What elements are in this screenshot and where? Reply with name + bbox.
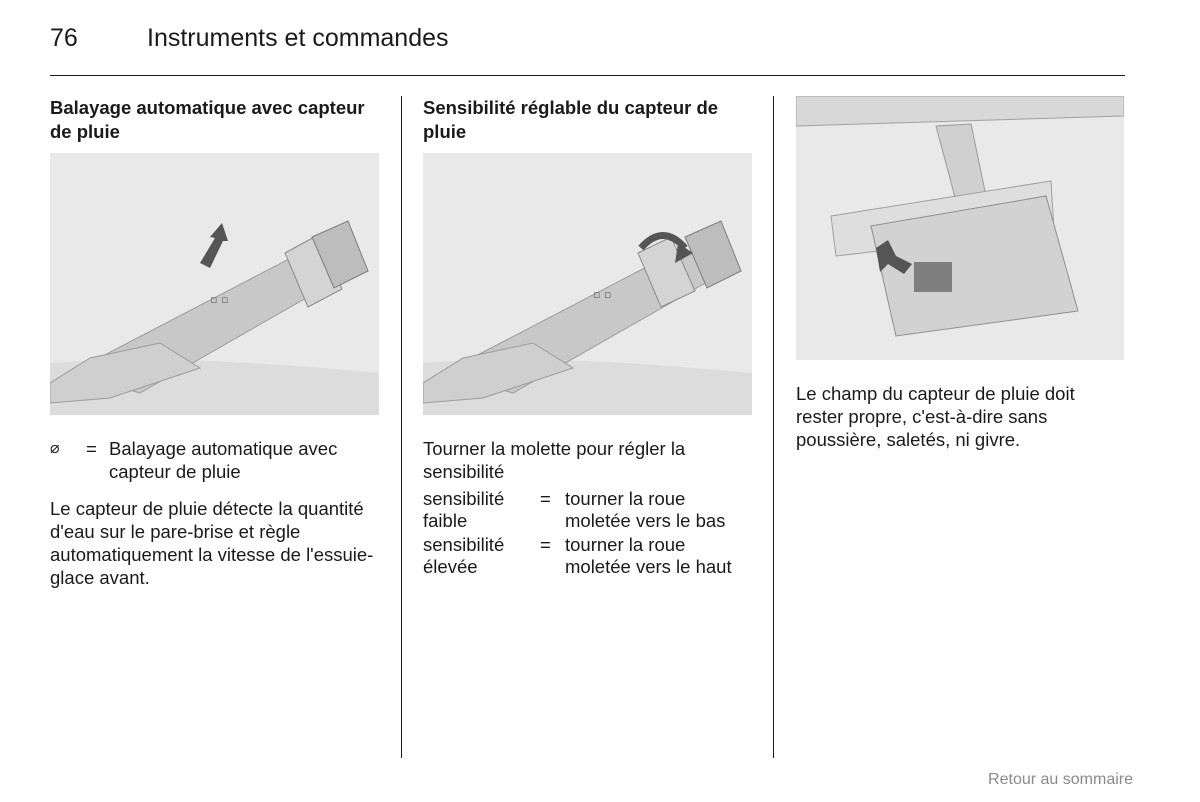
section-heading-automatic-wiping: Balayage automatique avec capteur de pluie [50, 97, 365, 142]
figure-wiper-stalk-wheel [423, 153, 752, 415]
section-heading-adjustable-sensitivity: Sensibilité réglable du capteur de pluie [423, 97, 719, 142]
definition-description: tourner la roue moletée vers le bas [565, 488, 726, 531]
column-1 [50, 96, 380, 144]
column-2 [423, 96, 753, 144]
column-divider-2 [773, 96, 774, 758]
wiper-rain-sensor-icon: ⌀ [50, 440, 60, 457]
wiper-stalk-illustration [50, 153, 379, 415]
svg-text:▫ ▫: ▫ ▫ [210, 293, 229, 306]
back-to-contents-link[interactable]: Retour au sommaire [988, 771, 1133, 788]
legend-description-line1: Balayage automatique avec [109, 438, 338, 459]
definition-description: tourner la roue moletée vers le haut [565, 534, 732, 577]
definition-row [423, 534, 758, 580]
definition-equals: = [540, 534, 551, 555]
figure-wiper-stalk-up [50, 153, 379, 415]
legend-equals: = [86, 438, 97, 459]
thumbwheel-illustration [423, 153, 752, 415]
definition-term: sensibilité faible [423, 488, 505, 531]
sensitivity-intro: Tourner la molette pour régler la sensibilité [423, 438, 686, 482]
definition-row [423, 488, 758, 534]
header-rule [50, 75, 1125, 76]
sensor-field-paragraph: Le champ du capteur de pluie doit rester propre, c'est-à-dire sans poussière, saletés, ni givre. [796, 383, 1075, 450]
rain-sensor-illustration [796, 96, 1124, 360]
legend-description-line2: capteur de pluie [109, 461, 241, 482]
svg-text:▫ ▫: ▫ ▫ [593, 288, 612, 301]
page-number: 76 [50, 24, 78, 52]
definition-equals: = [540, 488, 551, 509]
column-divider-1 [401, 96, 402, 758]
definition-term: sensibilité élevée [423, 534, 505, 577]
page-title: Instruments et commandes [147, 24, 449, 52]
figure-rain-sensor-windshield [796, 96, 1124, 360]
rain-sensor-paragraph: Le capteur de pluie détecte la quantité d'eau sur le pare-brise et règle automatiquement la vitesse de l'essuie-glace avant. [50, 498, 374, 588]
sensitivity-definitions [423, 488, 758, 580]
